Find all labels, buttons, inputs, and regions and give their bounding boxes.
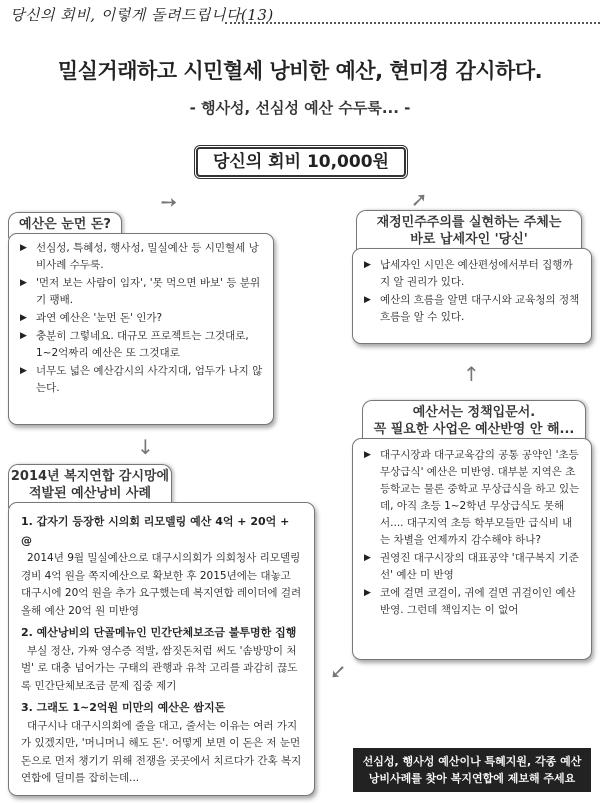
left-top-tab: 예산은 눈먼 돈? (8, 212, 122, 238)
budget-policy-box (352, 438, 592, 660)
section-body: 대구시나 대구시의회에 줄을 대고, 줄서는 이유는 여러 가지가 있겠지만, '머니머니 해도 돈'. 어떻게 보면 이 돈은 저 눈먼 돈으로 먼저 챙기기 위해 전쟁을 곳곳에서 치르다가 간혹 복지연합에 딜미를 잡히는데... (21, 719, 302, 784)
arrow-left-up-icon: ➘ (326, 663, 351, 681)
series-label: 당신의 회비, 이렇게 돌려드립니다(13) (10, 6, 274, 24)
list-item: ▶ '먼저 보는 사람이 임자', '못 먹으면 바보' 등 분위기 팽배. (19, 275, 263, 309)
tab-line: 2014년 복지연합 감시망에 (10, 469, 170, 484)
list-item: ▶ 코에 걸면 코걸이, 귀에 걸면 귀걸이인 예산반영. 그런데 책임지는 이 없어 (363, 585, 581, 619)
list-item: ▶ 너무도 넓은 예산감시의 사각지대, 엄두가 나지 않는다. (19, 363, 263, 397)
section-heading: 2. 예산낭비의 단골메뉴인 민간단체보조금 불투명한 집행 (21, 626, 297, 639)
tab-line: 재정민주주의를 실현하는 주체는 (376, 215, 562, 230)
arrow-up-right-icon: ➘ (406, 191, 431, 209)
arrow-up-icon: ↑ (463, 362, 480, 386)
waste-cases-box (8, 502, 315, 796)
page-title: 밀실거래하고 시민혈세 낭비한 예산, 현미경 감시하다. (57, 59, 543, 83)
list-item: ▶ 납세자인 시민은 예산편성에서부터 집행까지 알 권리가 있다. (363, 257, 581, 291)
dotted-divider (225, 22, 600, 24)
fee-badge: 당신의 회비 10,000원 (196, 147, 406, 177)
list-item: ▶ 선심성, 특혜성, 행사성, 밀실예산 등 시민혈세 낭비사례 수두룩. (19, 240, 263, 274)
page-subtitle: - 행사성, 선심성 예산 수두룩... - (189, 99, 411, 117)
section-body: 2014년 9월 밀실예산으로 대구시의회가 의회청사 리모델링 경비 4억 원을 쪽지예산으로 확보한 후 2015년에는 대놓고 대구시에 20억 원을 추가 요구했는데 복지연합 레이더에 걸려 올해 예산 20억 원 미반영 (21, 552, 302, 617)
taxpayer-box (352, 248, 592, 344)
section-heading: 1. 갑자기 등장한 시의회 리모델링 예산 4억 + 20억 + @ (21, 515, 290, 547)
budget-blind-money-box (8, 233, 274, 425)
list-item: ▶ 과연 예산은 '눈먼 돈' 인가? (19, 310, 263, 327)
tab-line: 적발된 예산낭비 사례 (28, 486, 152, 501)
tab-line: 꼭 필요한 사업은 예산반영 안 해... (373, 422, 575, 437)
list-item: ▶ 예산의 흐름을 알면 대구시와 교육청의 정책흐름을 알 수 있다. (363, 292, 581, 326)
tab-line: 바로 납세자인 '당신' (410, 232, 528, 247)
arrow-down-left-icon: ➘ (153, 187, 183, 217)
report-notice: 선심성, 행사성 예산이나 특혜지원, 각종 예산 낭비사례를 찾아 복지연합에 제보해 주세요 (353, 748, 591, 792)
list-item: ▶ 권영진 대구시장의 대표공약 '대구복지 기준선' 예산 미 반영 (363, 550, 581, 584)
tab-line: 예산서는 정책입문서. (412, 405, 536, 420)
list-item: ▶ 충분히 그렇네요. 대규모 프로젝트는 그것대로, 1~2억짜리 예산은 또 그것대로 (19, 328, 263, 362)
section-body: 부실 정산, 가짜 영수증 적발, 쌈짓돈처럼 써도 '솜방망이 처벌' 로 대충 넘어가는 구태의 관행과 유착 고리를 과감히 끊도록 민간단체보조금 문제 집중 제기 (21, 644, 298, 692)
list-item: ▶ 대구시장과 대구교육감의 공통 공약인 '초등 무상급식' 예산은 미반영. 대부분 지역은 초등학교는 물론 중학교 무상급식을 하고 있는데, 아직 초등 1~2학년 무상급식도 못해서.... 대구지역 초등 학부모들만 급식비 내는 차별을 언제까지 감수해야 하나? (363, 447, 581, 549)
section-heading: 3. 그래도 1~2억원 미만의 예산은 쌈지돈 (21, 701, 226, 714)
arrow-down-icon: ↓ (137, 435, 154, 459)
